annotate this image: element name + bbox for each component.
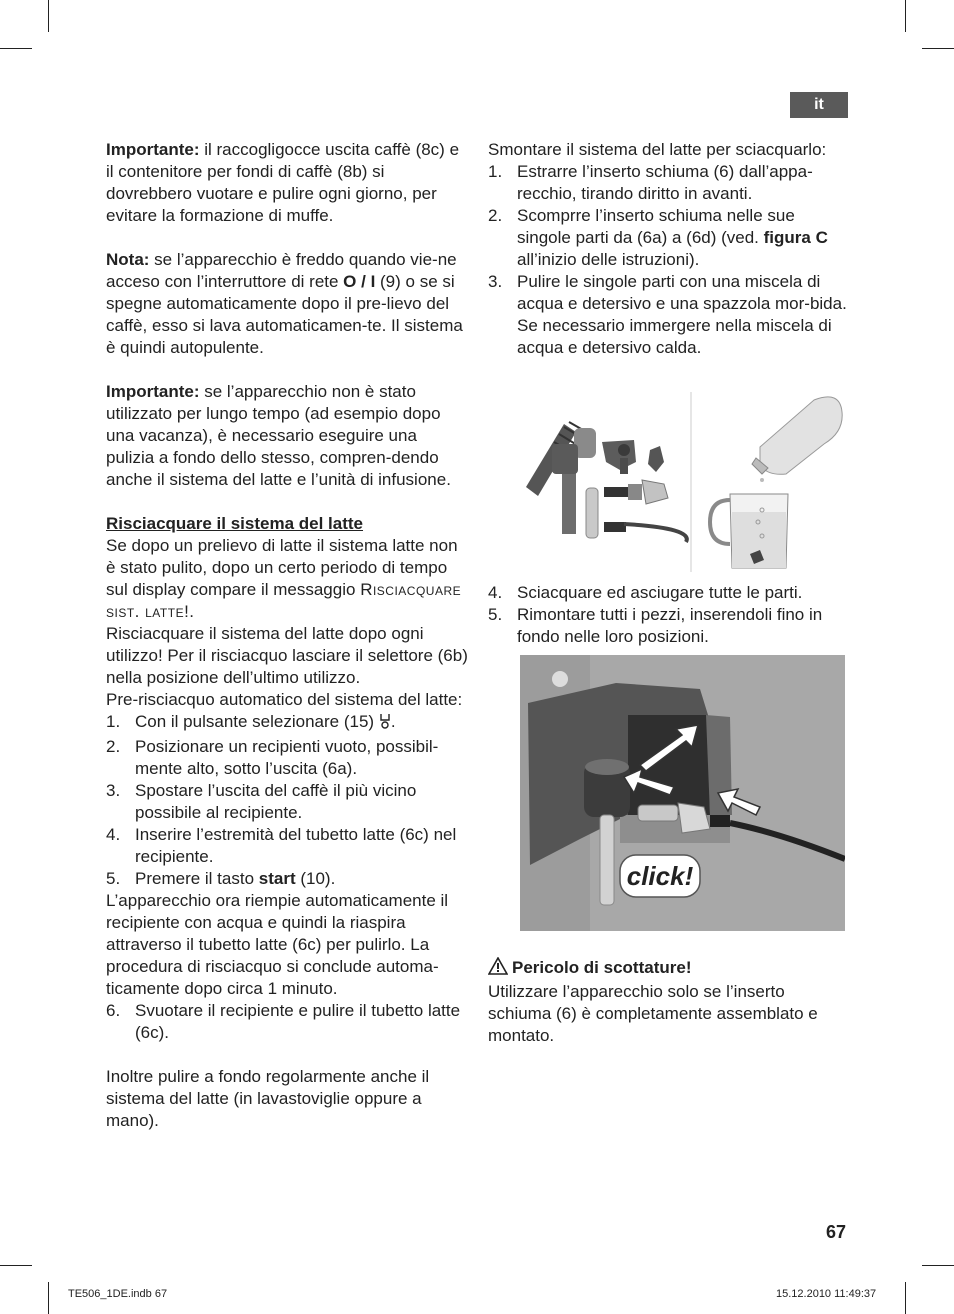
- left-column: [106, 139, 468, 1132]
- thorough-clean-note: Inoltre pulire a fondo regolarmente anche il sistema del latte (in lavastoviglie oppure a mano).: [106, 1067, 430, 1130]
- reassemble-steps: [488, 582, 850, 648]
- pre-rinse-title: Pre-risciacquo automatico del sistema del latte:: [106, 690, 463, 709]
- reassemble-block: [488, 582, 850, 648]
- important-note-1: Importante: il raccogligocce uscita caffè (8c) e il contenitore per fondi di caffè (8b) si dovrebbero vuotare e pulire ogni giorno, per evitare la formazione di muffe.: [106, 140, 460, 225]
- list-item: 5. Premere il tasto start (10).: [106, 869, 336, 888]
- list-item: 4. Sciacquare ed asciugare tutte le parti.: [488, 583, 803, 602]
- crop-mark: [48, 1282, 49, 1314]
- rinse-instruction: Risciacquare il sistema del latte dopo ogni utilizzo! Per il risciacquo lasciare il selettore (6b) nella posizione dell’ultimo utilizzo.: [106, 624, 468, 687]
- warning-title: Pericolo di scottature!: [488, 957, 850, 981]
- crop-mark: [905, 1282, 906, 1314]
- rinse-steps-cont: [106, 1000, 468, 1044]
- cleaning-illustration: [524, 392, 850, 572]
- disassemble-intro: Smontare il sistema del latte per sciacquarlo:: [488, 140, 827, 159]
- click-label: click!: [626, 860, 694, 891]
- list-item: 3. Pulire le singole parti con una miscela di acqua e detersivo e una spazzola mor-bida. Se necessario immergere nella miscela di acqua e detersivo calda.: [488, 272, 847, 357]
- display-message: Risciacquare sist. latte!: [106, 580, 462, 621]
- crop-mark: [0, 1265, 32, 1266]
- list-item: 6. Svuotare il recipiente e pulire il tubetto latte (6c).: [106, 1001, 461, 1042]
- list-item: 1. Estrarre l’inserto schiuma (6) dall’appa-recchio, tirando diritto in avanti.: [488, 162, 813, 203]
- milk-rinse-icon: [379, 712, 391, 736]
- warning-block: [488, 957, 850, 1047]
- list-item: 2. Posizionare un recipienti vuoto, possibil-mente alto, sotto l’uscita (6a).: [106, 737, 439, 778]
- rinse-steps: [106, 711, 468, 890]
- crop-mark: [922, 48, 954, 49]
- crop-mark: [48, 0, 49, 32]
- rinse-description: L’apparecchio ora riempie automaticamente il recipiente con acqua e quindi la riaspira attraverso il tubetto latte (6c) per pulirlo. La procedura di risciacquo si conclude automa-ticamente dopo circa 1 minuto.: [106, 891, 449, 998]
- list-item: 5. Rimontare tutti i pezzi, inserendoli fino in fondo nelle loro posizioni.: [488, 605, 823, 646]
- crop-mark: [0, 48, 32, 49]
- page-number: 67: [826, 1222, 847, 1242]
- beaker-icon: [710, 494, 788, 568]
- list-item: 1. Con il pulsante selezionare (15) .: [106, 711, 468, 736]
- list-item: 3. Spostare l’uscita del caffè il più vicino possibile al recipiente.: [106, 781, 417, 822]
- note-cold: Nota: se l’apparecchio è freddo quando vie-ne acceso con l’interruttore di rete O / I (9) o se si spegne automaticamente dopo il pre-lievo del caffè, esso si lava automaticamen-te. Il sistema è quindi autopulente.: [106, 250, 463, 357]
- right-column: [488, 139, 850, 359]
- warning-text: Utilizzare l’apparecchio solo se l’inserto schiuma (6) è completamente assemblato e montato.: [488, 982, 818, 1045]
- footer-file: TE506_1DE.indb 67: [68, 1288, 168, 1300]
- list-item: 4. Inserire l’estremità del tubetto latte (6c) nel recipiente.: [106, 825, 457, 866]
- rinse-intro: Se dopo un prelievo di latte il sistema latte non è stato pulito, dopo un certo periodo di tempo sul display compare il messaggio Risciacquare sist. latte!.: [106, 536, 462, 621]
- crop-mark: [905, 0, 906, 32]
- important-note-2: Importante: se l’apparecchio non è stato utilizzato per lungo tempo (ad esempio dopo una vacanza), è necessario eseguire una pulizia a fondo dello stesso, compren-dendo anche il sistema del latte e l’unità di infusione.: [106, 382, 451, 489]
- language-tab: it: [790, 92, 848, 118]
- reassembly-illustration: [520, 655, 845, 931]
- crop-mark: [922, 1265, 954, 1266]
- section-heading: Risciacquare il sistema del latte: [106, 514, 364, 533]
- disassemble-steps: [488, 161, 850, 359]
- footer-datetime: 15.12.2010 11:49:37: [776, 1288, 877, 1300]
- warning-icon: [488, 957, 508, 981]
- list-item: 2. Scomprre l’inserto schiuma nelle sue singole parti da (6a) a (6d) (ved. figura C all’inizio delle istruzioni).: [488, 206, 828, 269]
- detergent-bottle-icon: [752, 397, 842, 482]
